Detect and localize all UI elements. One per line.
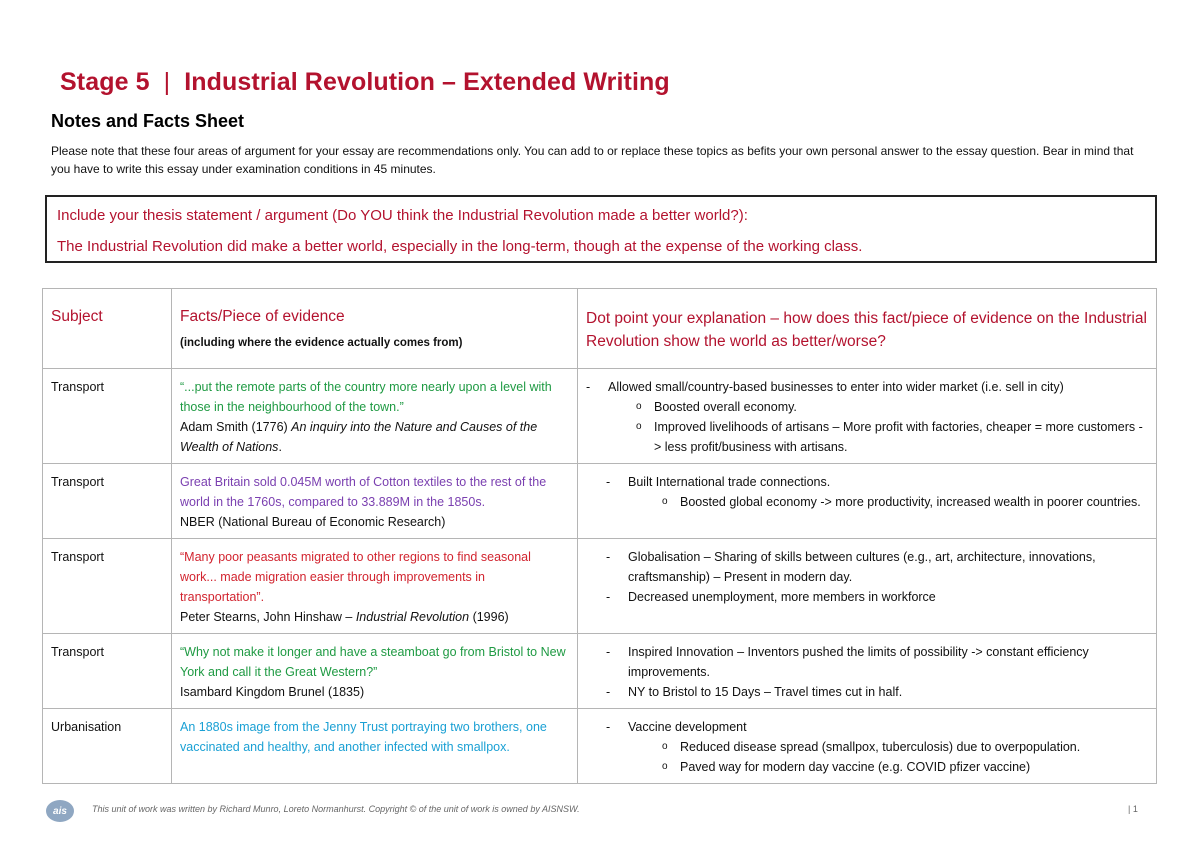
table-row [43, 464, 1157, 539]
source-author: Adam Smith (1776) [180, 420, 288, 434]
dash-marker: - [586, 380, 591, 394]
stage-label: Stage 5 [60, 68, 150, 96]
dash-marker: - [606, 645, 611, 659]
sheet-subtitle: Notes and Facts Sheet [51, 111, 245, 131]
sub-point [586, 417, 1148, 457]
evidence-source [180, 607, 569, 627]
row-evidence [172, 369, 578, 464]
circle-bullet-icon: o [636, 401, 642, 412]
table-row [43, 709, 1157, 784]
row-subject: Transport [43, 369, 172, 464]
dash-marker: - [606, 550, 611, 564]
table-row [43, 634, 1157, 709]
dash-point [586, 642, 1148, 682]
row-evidence [172, 709, 578, 784]
header-facts-label: Facts/Piece of evidence [180, 308, 345, 325]
point-text: Built International trade connections. [628, 475, 831, 489]
source-end: . [278, 440, 282, 454]
point-text: NY to Bristol to 15 Days – Travel times cut in half. [628, 685, 903, 699]
row-explanation [578, 539, 1157, 634]
source-end: (1996) [472, 610, 509, 624]
course-title: Industrial Revolution – Extended Writing [184, 68, 670, 96]
table-row [43, 369, 1157, 464]
row-subject: Transport [43, 634, 172, 709]
dash-point [586, 547, 1148, 587]
source-title: An inquiry into the Nature and Causes of the Wealth of Nations [180, 420, 538, 454]
point-text: Boosted global economy -> more productivity, increased wealth in poorer countries. [680, 495, 1141, 509]
thesis-statement: The Industrial Revolution did make a better world, especially in the long-term, though at the expense of the working class. [57, 238, 863, 255]
title-separator: | [163, 68, 171, 96]
header-facts-sub: (including where the evidence actually comes from) [180, 337, 463, 349]
header-explanation: Dot point your explanation – how does this fact/piece of evidence on the Industrial Revolution show the world as better/worse? [578, 289, 1157, 369]
evidence-source [180, 417, 569, 457]
facts-table [42, 288, 1157, 784]
evidence-quote: “Why not make it longer and have a steamboat go from Bristol to New York and call it the Great Western?” [180, 645, 566, 679]
row-explanation [578, 369, 1157, 464]
sub-point [586, 397, 1148, 417]
evidence-quote: “Many poor peasants migrated to other regions to find seasonal work... made migration easier through improvements in transportation”. [180, 550, 531, 604]
row-explanation [578, 709, 1157, 784]
row-subject: Transport [43, 464, 172, 539]
instructions-note: Please note that these four areas of argument for your essay are recommendations only. You can add to or replace these topics as befits your own personal answer to the essay question. Bear in mind that you have to write this essay under examination conditions in 45 minutes. [51, 144, 1134, 176]
dash-marker: - [606, 590, 611, 604]
evidence-quote: Great Britain sold 0.045M worth of Cotton textiles to the rest of the world in the 1760s, compared to 33.889M in the 1850s. [180, 475, 547, 509]
source-author: Peter Stearns, John Hinshaw – [180, 610, 353, 624]
row-evidence [172, 634, 578, 709]
page-footer [0, 798, 1200, 838]
row-evidence [172, 539, 578, 634]
thesis-prompt: Include your thesis statement / argument (Do YOU think the Industrial Revolution made a better world?): [57, 207, 748, 224]
copyright-text: This unit of work was written by Richard Munro, Loreto Normanhurst. Copyright © of the unit of work is owned by AISNSW. [92, 804, 580, 814]
dash-point [586, 682, 1148, 702]
circle-bullet-icon: o [636, 421, 642, 432]
point-text: Globalisation – Sharing of skills between cultures (e.g., art, architecture, innovations, craftsmanship) – Present in modern day. [628, 550, 1096, 584]
sub-point [586, 737, 1148, 757]
evidence-source: NBER (National Bureau of Economic Research) [180, 515, 446, 529]
point-text: Improved livelihoods of artisans – More profit with factories, cheaper = more customers -> less profit/business with artisans. [654, 420, 1143, 454]
page-title [60, 68, 670, 97]
evidence-source: Isambard Kingdom Brunel (1835) [180, 685, 365, 699]
page-number: | 1 [1128, 804, 1138, 814]
row-explanation [578, 634, 1157, 709]
point-text: Boosted overall economy. [654, 400, 797, 414]
point-text: Decreased unemployment, more members in workforce [628, 590, 936, 604]
ais-logo: ais [46, 800, 74, 822]
point-text: Inspired Innovation – Inventors pushed the limits of possibility -> constant efficiency improvements. [628, 645, 1089, 679]
circle-bullet-icon: o [662, 761, 668, 772]
dash-marker: - [606, 685, 611, 699]
row-evidence [172, 464, 578, 539]
dash-marker: - [606, 720, 611, 734]
row-subject: Transport [43, 539, 172, 634]
sub-point [586, 492, 1148, 512]
row-explanation [578, 464, 1157, 539]
dash-point [586, 587, 1148, 607]
header-facts [172, 289, 578, 369]
point-text: Vaccine development [628, 720, 747, 734]
dash-marker: - [606, 475, 611, 489]
evidence-quote: “...put the remote parts of the country more nearly upon a level with those in the neighbourhood of the town.” [180, 380, 552, 414]
dash-point [586, 377, 1148, 397]
sub-point [586, 757, 1148, 777]
row-subject: Urbanisation [43, 709, 172, 784]
point-text: Allowed small/country-based businesses to enter into wider market (i.e. sell in city) [608, 380, 1064, 394]
source-title: Industrial Revolution [355, 610, 470, 624]
point-text: Paved way for modern day vaccine (e.g. COVID pfizer vaccine) [680, 760, 1031, 774]
dash-point [586, 472, 1148, 492]
circle-bullet-icon: o [662, 741, 668, 752]
table-row [43, 539, 1157, 634]
point-text: Reduced disease spread (smallpox, tuberculosis) due to overpopulation. [680, 740, 1081, 754]
circle-bullet-icon: o [662, 496, 668, 507]
dash-point [586, 717, 1148, 737]
evidence-quote: An 1880s image from the Jenny Trust portraying two brothers, one vaccinated and healthy, and another infected with smallpox. [180, 720, 547, 754]
table-header-row [43, 289, 1157, 369]
header-subject: Subject [43, 289, 172, 369]
thesis-box [45, 195, 1157, 263]
